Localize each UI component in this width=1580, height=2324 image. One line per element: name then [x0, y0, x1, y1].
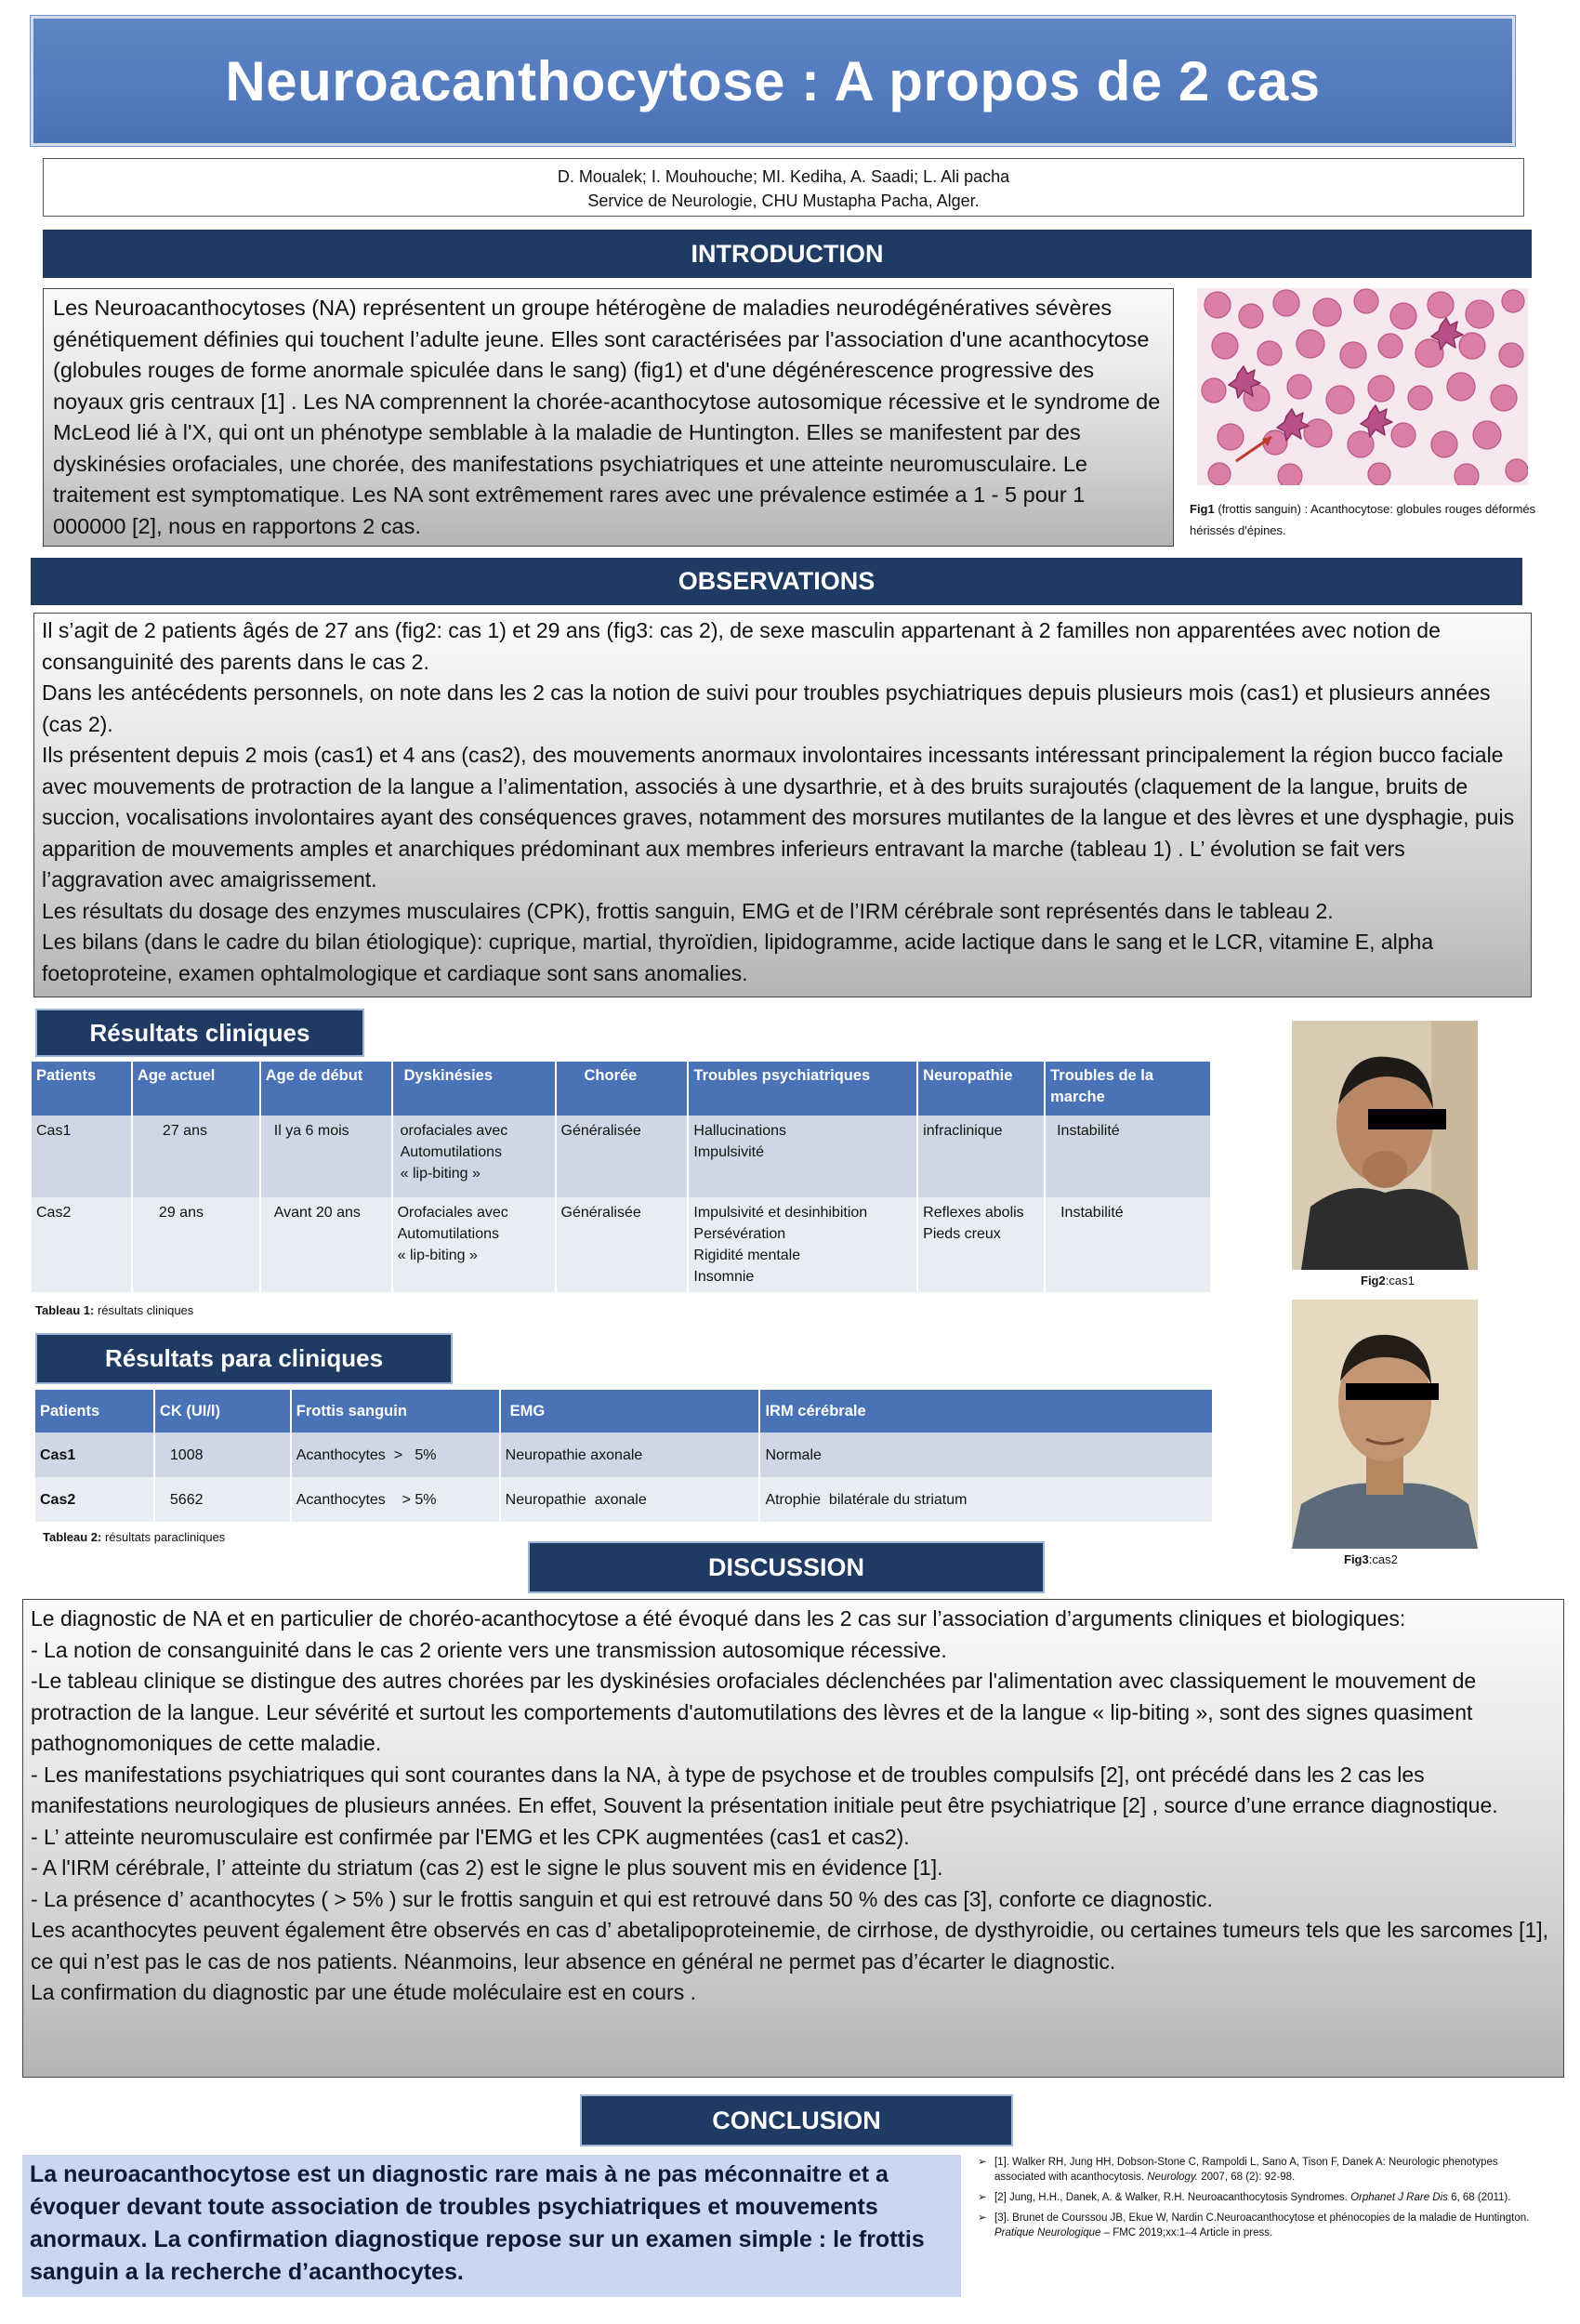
discussion-paragraph: - A l'IRM cérébrale, l’ atteinte du striatum (cas 2) est le signe le plus souvent mis en évidence [1]. — [31, 1855, 943, 1880]
table-cell: Hallucinations Impulsivité — [688, 1116, 917, 1197]
table-cell: Cas2 — [35, 1477, 154, 1522]
introduction-text-box — [43, 288, 1174, 547]
discussion-paragraph: Le diagnostic de NA et en particulier de choréo-acanthocytose a été évoqué dans les 2 cas sur l’association d’arguments cliniques et biologiques: — [31, 1606, 1406, 1631]
reference-journal: Pratique Neurologique — [994, 2227, 1101, 2238]
reference-journal: Neurology. — [1147, 2172, 1199, 2183]
reference-text: [3]. Brunet de Courssou JB, Ekue W, Nardin C.Neuroacanthocytose et phénocopies de la maladie de Huntington. — [994, 2212, 1530, 2224]
table-cell: Acanthocytes > 5% — [291, 1477, 500, 1522]
observations-paragraph: Il s’agit de 2 patients âgés de 27 ans (fig2: cas 1) et 29 ans (fig3: cas 2), de sexe masculin appartenant à 2 familles non apparentées avec notion de consanguinité des parents dans le cas 2. — [42, 618, 1441, 674]
table-row — [32, 1116, 1211, 1197]
fig3-caption-text: :cas2 — [1368, 1552, 1398, 1566]
title-banner — [31, 16, 1515, 146]
paraclinical-heading-bar — [37, 1335, 451, 1382]
table1-caption-text: résultats cliniques — [94, 1303, 194, 1317]
discussion-paragraph: Les acanthocytes peuvent également être observés en cas d’ abetalipoproteinemie, de cirrhose, de dysthyroidie, ou certaines tumeurs tels que les sarcomes [1], ce qui n’est pas le cas de nos patients. Néanmoins, leur absence en général ne permet pas d’écarter le diagnostic. — [31, 1918, 1549, 1974]
reference-rest: – FMC 2019;xx:1–4 Article in press. — [1100, 2227, 1273, 2238]
clinical-heading-bar — [37, 1010, 362, 1055]
discussion-text-box — [22, 1599, 1564, 2078]
fig1-caption — [1190, 498, 1539, 541]
clinical-col-header: Troubles psychiatriques — [688, 1062, 917, 1116]
fig1-caption-text: (frottis sanguin) : Acanthocytose: globules rouges déformés hérissés d'épines. — [1190, 502, 1536, 537]
conclusion-heading: CONCLUSION — [712, 2106, 881, 2134]
table1-caption — [35, 1303, 193, 1317]
clinical-col-header: Neuropathie — [917, 1062, 1045, 1116]
fig1-label: Fig1 — [1190, 502, 1215, 516]
authors-box — [43, 158, 1524, 217]
reference-item — [978, 2155, 1534, 2185]
fig2-caption-text: :cas1 — [1385, 1274, 1415, 1287]
fig2-label: Fig2 — [1361, 1274, 1386, 1287]
clinical-col-header: Age de début — [260, 1062, 392, 1116]
table-row — [35, 1433, 1213, 1477]
bullet-arrow-icon: ➢ — [978, 2212, 987, 2224]
references — [976, 2155, 1534, 2246]
table-cell: orofaciales avec Automutilations « lip-biting » — [392, 1116, 556, 1197]
poster-title: Neuroacanthocytose : A propos de 2 cas — [225, 49, 1321, 112]
reference-journal: Orphanet J Rare Dis — [1350, 2192, 1448, 2203]
clinical-table-wrapper — [32, 1062, 1212, 1292]
table2-caption — [43, 1530, 225, 1544]
table-cell: Normale — [759, 1433, 1213, 1477]
fig2-patient-photo — [1292, 1021, 1478, 1270]
table-cell: Instabilité — [1045, 1116, 1211, 1197]
conclusion-box — [22, 2155, 961, 2297]
observations-paragraph: Ils présentent depuis 2 mois (cas1) et 4 ans (cas2), des mouvements anormaux involontaires incessants intéressant principalement la région bucco faciale avec mouvements de protraction de la langue a l’alimentation, associés à une dysarthrie, et à des bruits surajoutés (claquement de la langue, bruits de succion, vocalisations involontaires ayant des conséquences graves, notamment des morsures mutilantes de la langue et des lèvres et une dysphagie, puis apparition de mouvements amples et anarchiques prédominant aux membres inferieurs entravant la marche (tableau 1) . L’ évolution se fait vers l’aggravation avec amaigrissement. — [42, 743, 1515, 891]
discussion-paragraph: - Les manifestations psychiatriques qui sont courantes dans la NA, à type de psychose et de troubles compulsifs [2], ont précédé dans les 2 cas les manifestations neurologiques de plusieurs années. En effet, Souvent la présentation initiale peut être psychiatrique [2] , source d’une errance diagnostique. — [31, 1762, 1498, 1817]
table-row — [32, 1197, 1211, 1292]
paraclinical-col-header: Frottis sanguin — [291, 1390, 500, 1433]
table-cell: Reflexes abolis Pieds creux — [917, 1197, 1045, 1292]
table-cell: Cas1 — [32, 1116, 132, 1197]
discussion-heading-bar — [530, 1543, 1043, 1591]
paraclinical-col-header: EMG — [500, 1390, 760, 1433]
reference-rest: 6, 68 (2011). — [1447, 2192, 1511, 2203]
table-cell: Atrophie bilatérale du striatum — [759, 1477, 1213, 1522]
reference-text: [2] Jung, H.H., Danek, A. & Walker, R.H. Neuroacanthocytosis Syndromes. — [994, 2192, 1351, 2203]
table-cell: 29 ans — [132, 1197, 260, 1292]
clinical-heading: Résultats cliniques — [89, 1018, 310, 1047]
observations-paragraph: Les résultats du dosage des enzymes musculaires (CPK), frottis sanguin, EMG et de l’IRM cérébrale sont représentés dans le tableau 2. — [42, 898, 1334, 923]
fig3-label: Fig3 — [1344, 1552, 1369, 1566]
fig3-patient-photo — [1292, 1300, 1478, 1549]
clinical-col-header: Chorée — [556, 1062, 689, 1116]
table-cell: 1008 — [154, 1433, 291, 1477]
clinical-col-header: Troubles de la marche — [1045, 1062, 1211, 1116]
table-row — [35, 1477, 1213, 1522]
discussion-paragraph: La confirmation du diagnostic par une étude moléculaire est en cours . — [31, 1980, 696, 2004]
table-cell: Il ya 6 mois — [260, 1116, 392, 1197]
table-cell: Instabilité — [1045, 1197, 1211, 1292]
discussion-paragraph: - La notion de consanguinité dans le cas 2 oriente vers une transmission autosomique récessive. — [31, 1637, 947, 1662]
author-affiliation: Service de Neurologie, CHU Mustapha Pacha, Alger. — [587, 191, 980, 210]
table-cell: Impulsivité et desinhibition Persévération Rigidité mentale Insomnie — [688, 1197, 917, 1292]
table-cell: Orofaciales avec Automutilations « lip-biting » — [392, 1197, 556, 1292]
introduction-text: Les Neuroacanthocytoses (NA) représentent un groupe hétérogène de maladies neurodégénératives sévères génétiquement définies qui touchent l’adulte jeune. Elles sont caractérisées par l'association d'une acanthocytose (globules rouges de forme anormale spiculée dans le sang) (fig1) et d'une dégénérescence progressive des noyaux gris centraux [1] . Les NA comprennent la chorée-acanthocytose autosomique récessive et le syndrome de McLeod lié à l'X, qui ont un phénotype semblable à la maladie de Huntington. Elles se manifestent par des dyskinésies orofaciales, une chorée, des manifestations psychiatriques et une atteinte neuromusculaire. Le traitement est symptomatique. Les NA sont extrêmement rares avec une prévalence estimée a 1 - 5 pour 1 000000 [2], nous en rapportons 2 cas. — [53, 296, 1161, 538]
discussion-paragraph: - L’ atteinte neuromusculaire est confirmée par l'EMG et les CPK augmentées (cas1 et cas2). — [31, 1824, 910, 1849]
bullet-arrow-icon: ➢ — [978, 2192, 987, 2203]
table-cell: 5662 — [154, 1477, 291, 1522]
clinical-col-header: Patients — [32, 1062, 132, 1116]
bullet-arrow-icon: ➢ — [978, 2157, 987, 2168]
table-cell: Généralisée — [556, 1116, 689, 1197]
table-cell: Généralisée — [556, 1197, 689, 1292]
paraclinical-table-wrapper — [35, 1390, 1214, 1522]
fig2-caption — [1361, 1274, 1415, 1287]
table-cell: Cas2 — [32, 1197, 132, 1292]
conclusion-text: La neuroacanthocytose est un diagnostic rare mais à ne pas méconnaitre et a évoquer devant toute association de troubles psychiatriques et mouvements anormaux. La confirmation diagnostique repose sur un examen simple : le frottis sanguin a la recherche d’acanthocytes. — [30, 2161, 925, 2285]
clinical-table — [32, 1062, 1212, 1292]
table2-caption-label: Tableau 2: — [43, 1530, 102, 1544]
reference-item — [978, 2190, 1534, 2205]
observations-text-box — [33, 613, 1532, 997]
reference-item — [978, 2211, 1534, 2240]
fig1-blood-smear-image — [1197, 288, 1528, 485]
introduction-heading-bar — [43, 230, 1532, 278]
table-cell: Neuropathie axonale — [500, 1433, 760, 1477]
table-cell: 27 ans — [132, 1116, 260, 1197]
reference-text: [1]. Walker RH, Jung HH, Dobson-Stone C, Rampoldi L, Sano A, Tison F, Danek A: Neurologic phenotypes associated with acanthocytosis. — [994, 2157, 1498, 2183]
paraclinical-col-header: IRM cérébrale — [759, 1390, 1213, 1433]
discussion-heading: DISCUSSION — [707, 1552, 865, 1581]
reference-rest: 2007, 68 (2): 92-98. — [1198, 2172, 1296, 2183]
fig3-caption — [1344, 1552, 1398, 1566]
clinical-header-row — [32, 1062, 1211, 1116]
observations-heading: OBSERVATIONS — [678, 567, 876, 595]
author-names: D. Moualek; I. Mouhouche; MI. Kediha, A. Saadi; L. Ali pacha — [557, 167, 1010, 186]
introduction-heading: INTRODUCTION — [691, 239, 884, 268]
table-cell: Acanthocytes > 5% — [291, 1433, 500, 1477]
observations-paragraph: Les bilans (dans le cadre du bilan étiologique): cuprique, martial, thyroïdien, lipidogramme, acide lactique dans le sang et le LCR, vitamine E, alpha foetoproteine, examen ophtalmologique et cardiaque sont sans anomalies. — [42, 930, 1434, 985]
table-cell: Neuropathie axonale — [500, 1477, 760, 1522]
table2-caption-text: résultats paracliniques — [101, 1530, 226, 1544]
table1-caption-label: Tableau 1: — [35, 1303, 95, 1317]
paraclinical-col-header: CK (UI/l) — [154, 1390, 291, 1433]
observations-heading-bar — [31, 558, 1522, 605]
table-cell: Avant 20 ans — [260, 1197, 392, 1292]
observations-paragraph: Dans les antécédents personnels, on note dans les 2 cas la notion de suivi pour troubles psychiatriques depuis plusieurs mois (cas1) et plusieurs années (cas 2). — [42, 680, 1491, 736]
clinical-col-header: Age actuel — [132, 1062, 260, 1116]
paraclinical-header-row — [35, 1390, 1213, 1433]
clinical-col-header: Dyskinésies — [392, 1062, 556, 1116]
table-cell: Cas1 — [35, 1433, 154, 1477]
table-cell: infraclinique — [917, 1116, 1045, 1197]
discussion-paragraph: -Le tableau clinique se distingue des autres chorées par les dyskinésies orofaciales déclenchées par l'alimentation avec classiquement le mouvement de protraction de la langue. Leur sévérité et surtout les comportements d'automutilations des lèvres et de la langue « lip-biting », sont des signes quasiment pathognomoniques de cette maladie. — [31, 1669, 1477, 1755]
conclusion-heading-bar — [582, 2096, 1011, 2145]
paraclinical-col-header: Patients — [35, 1390, 154, 1433]
paraclinical-heading: Résultats para cliniques — [104, 1344, 384, 1372]
paraclinical-table — [35, 1390, 1214, 1522]
discussion-paragraph: - La présence d’ acanthocytes ( > 5% ) sur le frottis sanguin et qui est retrouvé dans 50 % des cas [3], conforte ce diagnostic. — [31, 1886, 1213, 1911]
